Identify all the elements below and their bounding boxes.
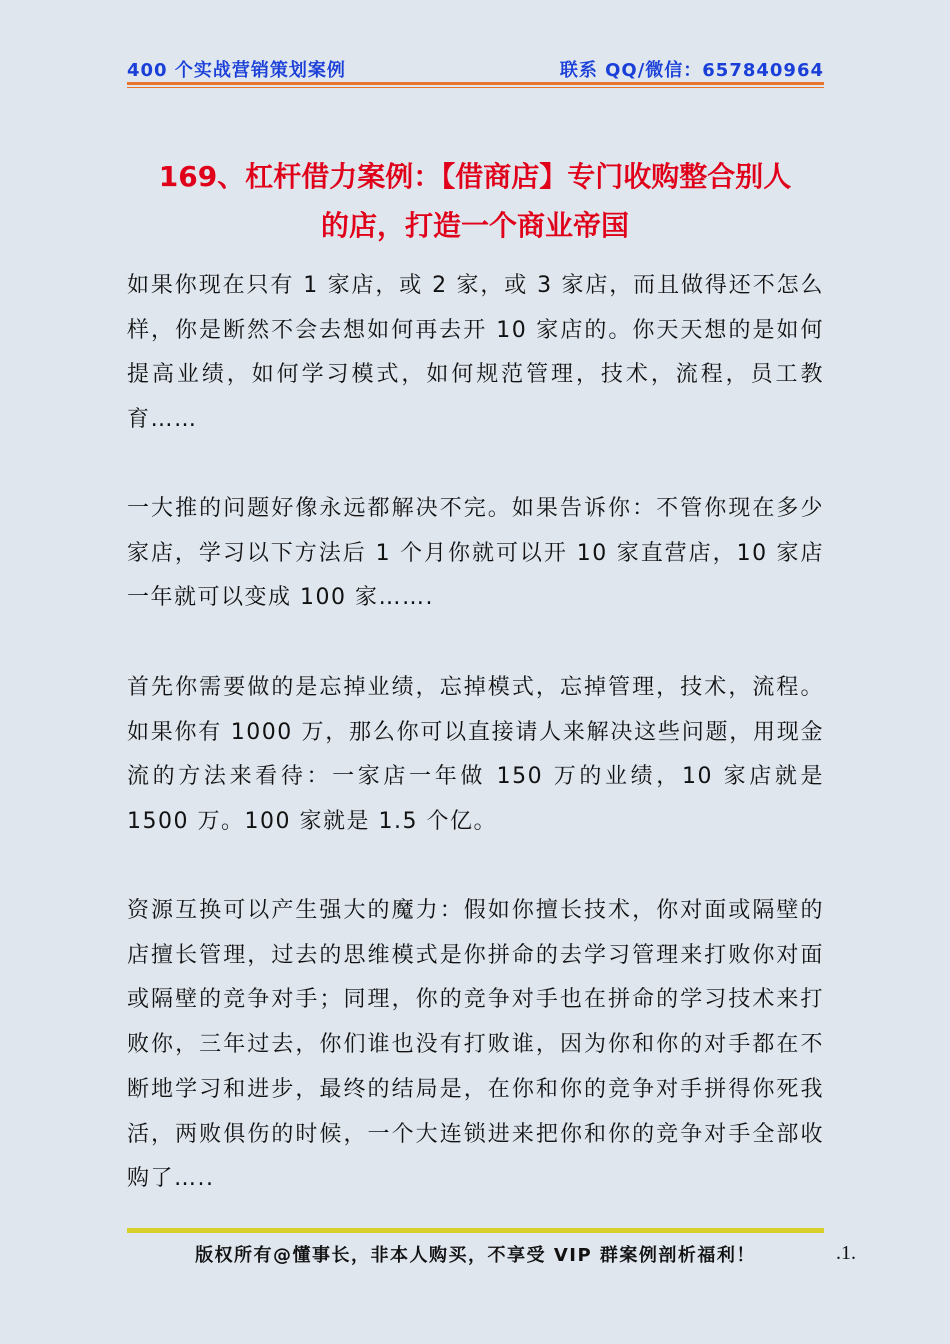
body-paragraph-2: 一大推的问题好像永远都解决不完。如果告诉你：不管你现在多少家店，学习以下方法后 1 个月你就可以开 10 家直营店，10 家店一年就可以变成 100 家……. xyxy=(127,496,824,611)
article-title-line-2: 的店，打造一个商业帝国 xyxy=(320,209,629,242)
body-paragraph-4: 资源互换可以产生强大的魔力：假如你擅长技术，你对面或隔壁的店擅长管理，过去的思维模式是你拼命的去学习管理来打败你对面或隔壁的竞争对手；同理，你的竞争对手也在拼命的学习技术来打败你，三年过去，你们谁也没有打败谁，因为你和你的对手都在不断地学习和进步，最终的结局是，在你和你的竞争对手拼得你死我活，两败俱伤的时候，一个大连锁进来把你和你的竞争对手全部收购了….. xyxy=(127,898,824,1192)
header-divider-thin xyxy=(127,87,824,88)
article-title xyxy=(120,152,830,250)
footer-divider xyxy=(127,1228,824,1233)
header-divider-thick xyxy=(127,82,824,85)
page-header xyxy=(127,56,824,80)
body-paragraph-3: 首先你需要做的是忘掉业绩，忘掉模式，忘掉管理，技术，流程。如果你有 1000 万，那么你可以直接请人来解决这些问题，用现金流的方法来看待：一家店一年做 150 万的业绩，10 家店就是 1500 万。100 家就是 1.5 个亿。 xyxy=(127,675,824,835)
body-paragraph-1: 如果你现在只有 1 家店，或 2 家，或 3 家店，而且做得还不怎么样，你是断然不会去想如何再去开 10 家店的。你天天想的是如何提高业绩，如何学习模式，如何规范管理，技术，流程，员工教育…… xyxy=(127,273,824,433)
page-number: .1. xyxy=(836,1242,856,1264)
header-collection-title: 400 个实战营销策划案例 xyxy=(127,60,346,81)
header-contact-info: 联系 QQ/微信：657840964 xyxy=(559,60,824,81)
article-title-line-1: 169、杠杆借力案例：【借商店】专门收购整合别人 xyxy=(158,160,792,193)
footer-copyright-notice: 版权所有@懂事长，非本人购买，不享受 VIP 群案例剖析福利！ xyxy=(195,1245,756,1266)
